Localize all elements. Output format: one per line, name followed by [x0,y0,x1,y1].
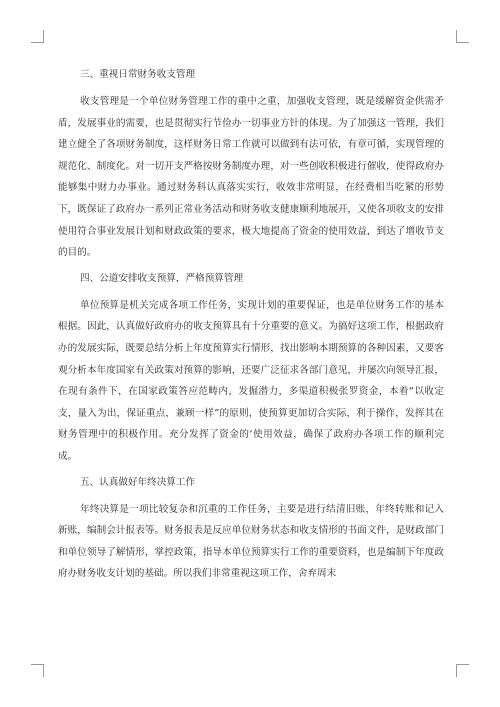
crop-mark-top-right [456,30,469,43]
section-paragraph: 单位预算是机关完成各项工作任务，实现计划的重要保证，也是单位财务工作的基本根据。因此，认真做好政府办的收支预算具有十分重要的意义。为搞好这项工作，根据政府办的发展实际，既要总结分析上年度预算实行情形，找出影响本期预算的各种因素，又要客观分析本年度国家有关政策对预算的影响，还要广泛征求各部门意见，并屡次向领导汇报，在现有条件下，在国家政策答应范畴内，发掘潜力，多渠道积极张罗资金，本着“以收定支，量入为出，保证重点，兼顾一样”的原则，使预算更加切合实际，利于操作，发挥其在财务管理中的积极作用。充分发挥了资金的‘使用效益，确保了政府办各项工作的顺利完成。 [58,299,444,462]
crop-mark-bottom-left [31,664,44,677]
section-heading: 三、重视日常财务收支管理 [80,69,196,80]
section-paragraph: 年终决算是一项比较复杂和沉重的工作任务，主要是进行结清旧账，年终转账和记入新账，编制会计报表等。财务报表是反应单位财务状态和收支情形的书面文件，是财政部门和单位领导了解情形，掌控政策，指导本单位预算实行工作的重要资料，也是编制下年度政府办财务收支计划的基础。所以我们非常重视这项工作，舍弃周末 [58,503,444,580]
section-heading: 四、公道安排收支预算，严格预算管理 [80,272,244,284]
section-5 [58,476,444,585]
document-body [58,68,444,593]
section-paragraph: 收支管理是一个单位财务管理工作的重中之重，加强收支管理，既是缓解资金供需矛盾，发展事业的需要，也是贯彻实行节俭办一切事业方针的体现。为了加强这一管理，我们建立健全了各项财务制度，这样财务日常工作就可以做到有法可依，有章可循，实现管理的规范化、制度化。对一切开支严格按财务制度办理，对一些创收积极进行催收，使得政府办能够集中财力办事业。通过财务科认真落实实行，收效非常明显，在经费相当吃紧的形势下，既保证了政府办一系列正常业务活动和财务收支健康顺利地展开，又使各项收支的安排使用符合事业发展计划和财政政策的要求，极大地提高了资金的使用效益，到达了增收节支的目的。 [58,96,444,259]
crop-mark-top-left [31,30,44,43]
crop-mark-bottom-right [456,664,469,677]
section-3 [58,68,444,264]
section-heading: 五、认真做好年终决算工作 [80,476,196,488]
section-4 [58,272,444,468]
